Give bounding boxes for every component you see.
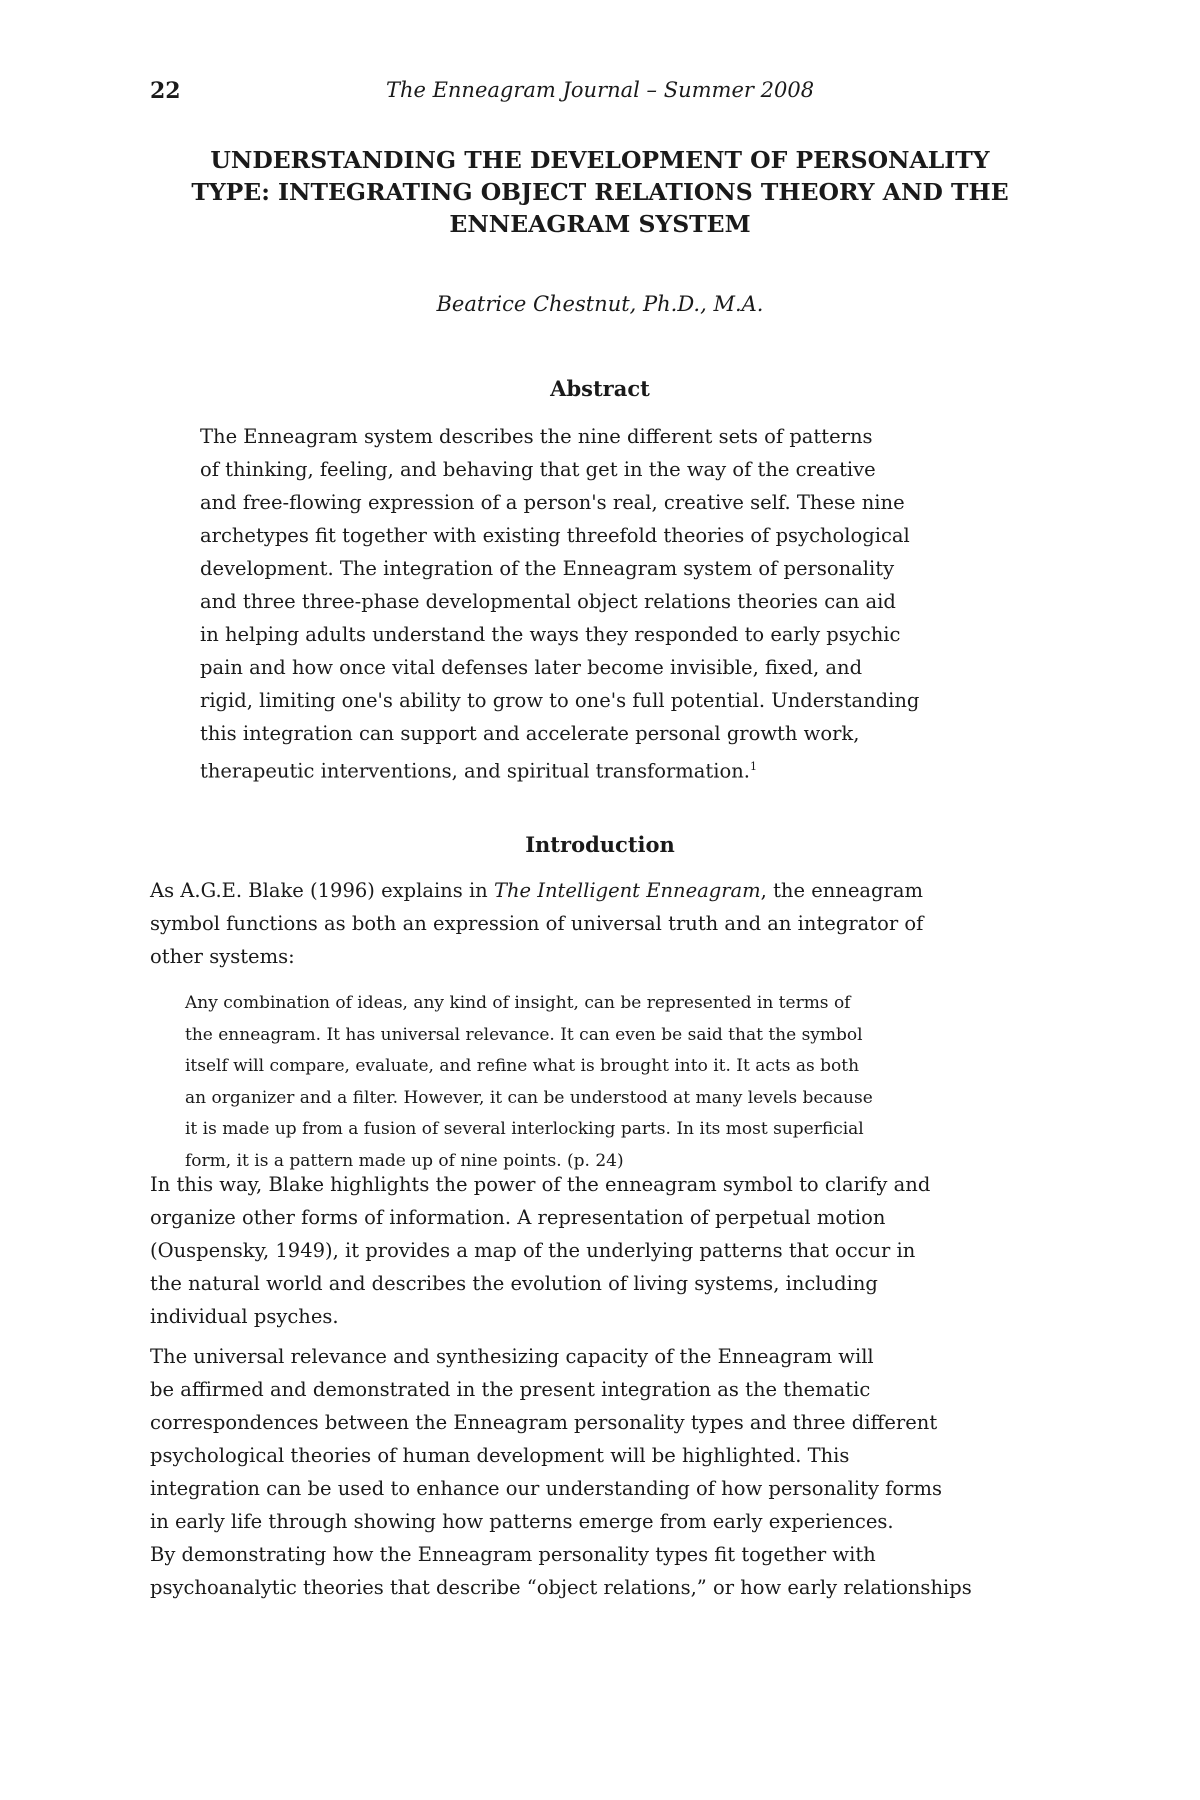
body-line: psychological theories of human development will be highlighted. This: [150, 1444, 850, 1467]
abstract-line: of thinking, feeling, and behaving that get in the way of the creative: [200, 458, 876, 481]
body-line: By demonstrating how the Enneagram personality types fit together with: [150, 1543, 876, 1566]
book-title: The Intelligent Enneagram: [493, 879, 761, 902]
body-line: The universal relevance and synthesizing capacity of the Enneagram will: [150, 1345, 874, 1368]
title-line: UNDERSTANDING THE DEVELOPMENT OF PERSONALITY: [210, 146, 990, 174]
body-line: In this way, Blake highlights the power of the enneagram symbol to clarify and: [150, 1173, 931, 1196]
body-line: in early life through showing how patterns emerge from early experiences.: [150, 1510, 894, 1533]
body-line: psychoanalytic theories that describe “object relations,” or how early relationships: [150, 1576, 972, 1599]
abstract-line: in helping adults understand the ways they responded to early psychic: [200, 623, 901, 646]
body-line: individual psyches.: [150, 1305, 339, 1328]
introduction-heading: Introduction: [525, 832, 675, 857]
abstract-line: development. The integration of the Enneagram system of personality: [200, 557, 895, 580]
abstract-line: and three three-phase developmental object relations theories can aid: [200, 590, 896, 613]
body-line: organize other forms of information. A representation of perpetual motion: [150, 1206, 886, 1229]
quote-line: it is made up from a fusion of several interlocking parts. In its most superficial: [185, 1119, 864, 1139]
body-line: [150, 874, 1060, 907]
body-line: correspondences between the Enneagram personality types and three different: [150, 1411, 938, 1434]
page-number: 22: [150, 78, 181, 104]
abstract-line: pain and how once vital defenses later become invisible, fixed, and: [200, 656, 863, 679]
abstract-line: The Enneagram system describes the nine different sets of patterns: [200, 425, 873, 448]
block-quote: [185, 988, 1015, 1177]
quote-line: form, it is a pattern made up of nine points. (p. 24): [185, 1150, 624, 1171]
body-line: be affirmed and demonstrated in the present integration as the thematic: [150, 1378, 871, 1401]
body-line: (Ouspensky, 1949), it provides a map of the underlying patterns that occur in: [150, 1239, 916, 1262]
intro-text-after-title: , the enneagram: [760, 879, 923, 902]
intro-paragraph-2: [150, 1168, 1060, 1333]
article-title: [120, 144, 1080, 240]
abstract-heading: Abstract: [550, 376, 650, 401]
quote-line: itself will compare, evaluate, and refine what is brought into it. It acts as both: [185, 1056, 860, 1076]
body-line: symbol functions as both an expression of universal truth and an integrator of: [150, 912, 924, 935]
body-line: other systems:: [150, 945, 295, 968]
quote-line: the enneagram. It has universal relevance. It can even be said that the symbol: [185, 1024, 863, 1045]
intro-paragraph-3: [150, 1340, 1060, 1604]
body-line: integration can be used to enhance our understanding of how personality forms: [150, 1477, 942, 1500]
abstract-line: this integration can support and accelerate personal growth work,: [200, 722, 860, 745]
intro-text-before-title: As A.G.E. Blake (1996) explains in: [150, 879, 494, 902]
abstract-body: [200, 420, 1000, 788]
title-line: TYPE: INTEGRATING OBJECT RELATIONS THEORY AND THE: [191, 178, 1009, 206]
running-head: [150, 78, 1050, 108]
body-line: the natural world and describes the evolution of living systems, including: [150, 1272, 878, 1295]
abstract-line: [200, 750, 1000, 788]
journal-title: The Enneagram Journal – Summer 2008: [385, 78, 815, 102]
intro-paragraph-1: [150, 874, 1060, 973]
footnote-marker[interactable]: 1: [749, 760, 757, 773]
abstract-line: archetypes fit together with existing threefold theories of psychological: [200, 524, 910, 547]
abstract-line: and free-flowing expression of a person's real, creative self. These nine: [200, 491, 905, 514]
quote-line: Any combination of ideas, any kind of insight, can be represented in terms of: [185, 993, 851, 1013]
title-line: ENNEAGRAM SYSTEM: [449, 210, 751, 238]
abstract-line: rigid, limiting one's ability to grow to one's full potential. Understanding: [200, 689, 920, 712]
author-byline: Beatrice Chestnut, Ph.D., M.A.: [436, 292, 764, 316]
quote-line: an organizer and a filter. However, it can be understood at many levels because: [185, 1087, 873, 1108]
abstract-last-line-text: therapeutic interventions, and spiritual transformation.: [200, 759, 750, 783]
